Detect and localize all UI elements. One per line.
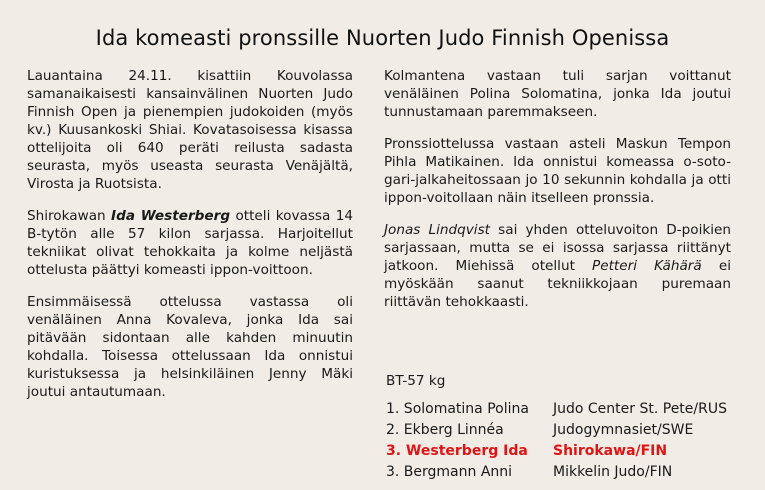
right-column [384,67,731,325]
results-box [386,372,727,482]
results-category: BT-57 kg [386,373,446,389]
paragraph-athlete [27,207,353,279]
paragraph-text: Shirokawan [27,208,112,224]
result-club: Shirokawa/FIN [553,442,668,459]
paragraph-text: sai yhden otteluvoiton D-poikien sarjassaan, mutta se ei isossa sarjassa riittänyt jatkoon. Miehissä otellut [384,222,731,274]
result-name: 1. Solomatina Polina [386,400,529,417]
left-column [27,67,353,415]
paragraph-text: ei myöskään saanut tekniikkojaan puremaan riittävän tehokkaasti. [384,258,731,310]
athlete-name: Petteri Kähärä [592,258,702,274]
result-row [386,419,727,440]
result-club: Judogymnasiet/SWE [553,421,694,438]
result-row-highlighted [386,440,727,461]
result-club: Judo Center St. Pete/RUS [553,400,727,417]
result-name: 3. Bergmann Anni [386,463,513,480]
paragraph-others [384,221,731,311]
result-name: 2. Ekberg Linnéa [386,421,504,438]
article-title: Ida komeasti pronssille Nuorten Judo Finnish Openissa [95,26,670,50]
result-club: Mikkelin Judo/FIN [553,463,673,480]
athlete-name: Jonas Lindqvist [384,222,490,238]
result-name: 3. Westerberg Ida [386,442,528,459]
paragraph-bronze: Pronssiottelussa vastaan asteli Maskun Tempon Pihla Matikainen. Ida onnistui komeassa o-soto-gari-jalkaheitossaan jo 10 sekunnin kohdalla ja otti ippon-voitollaan näin itselleen pronssia. [384,136,731,206]
paragraph-matches: Ensimmäisessä ottelussa vastassa oli venäläinen Anna Kovaleva, jonka Ida sai pitävään sidontaan alle kahden minuutin kohdalla. Toisessa ottelussaan Ida onnistui kuristuksessa ja helsinkiläinen Jenny Mäki joutui antautumaan. [27,294,353,400]
paragraph-third-match: Kolmantena vastaan tuli sarjan voittanut venäläinen Polina Solomatina, jonka Ida joutui tunnustamaan paremmakseen. [384,68,731,120]
results-table [386,398,727,482]
paragraph-text: otteli kovassa 14 B-tytön alle 57 kilon sarjassa. Harjoitellut tekniikat olivat tehokkaita ja kolme neljästä ottelusta päättyi komeasti ippon-voittoon. [27,208,353,278]
result-row [386,398,727,419]
athlete-name: Ida Westerberg [111,208,231,224]
paragraph-intro: Lauantaina 24.11. kisattiin Kouvolassa samanaikaisesti kansainvälinen Nuorten Judo Finnish Open ja pienempien judokoiden (myös kv.) Kuusankoski Shiai. Kovatasoisessa kisassa ottelijoita oli 640 peräti reilusta sadasta seurasta, myös useasta seurasta Venäjältä, Virosta ja Ruotsista. [27,68,353,192]
result-row [386,461,727,482]
